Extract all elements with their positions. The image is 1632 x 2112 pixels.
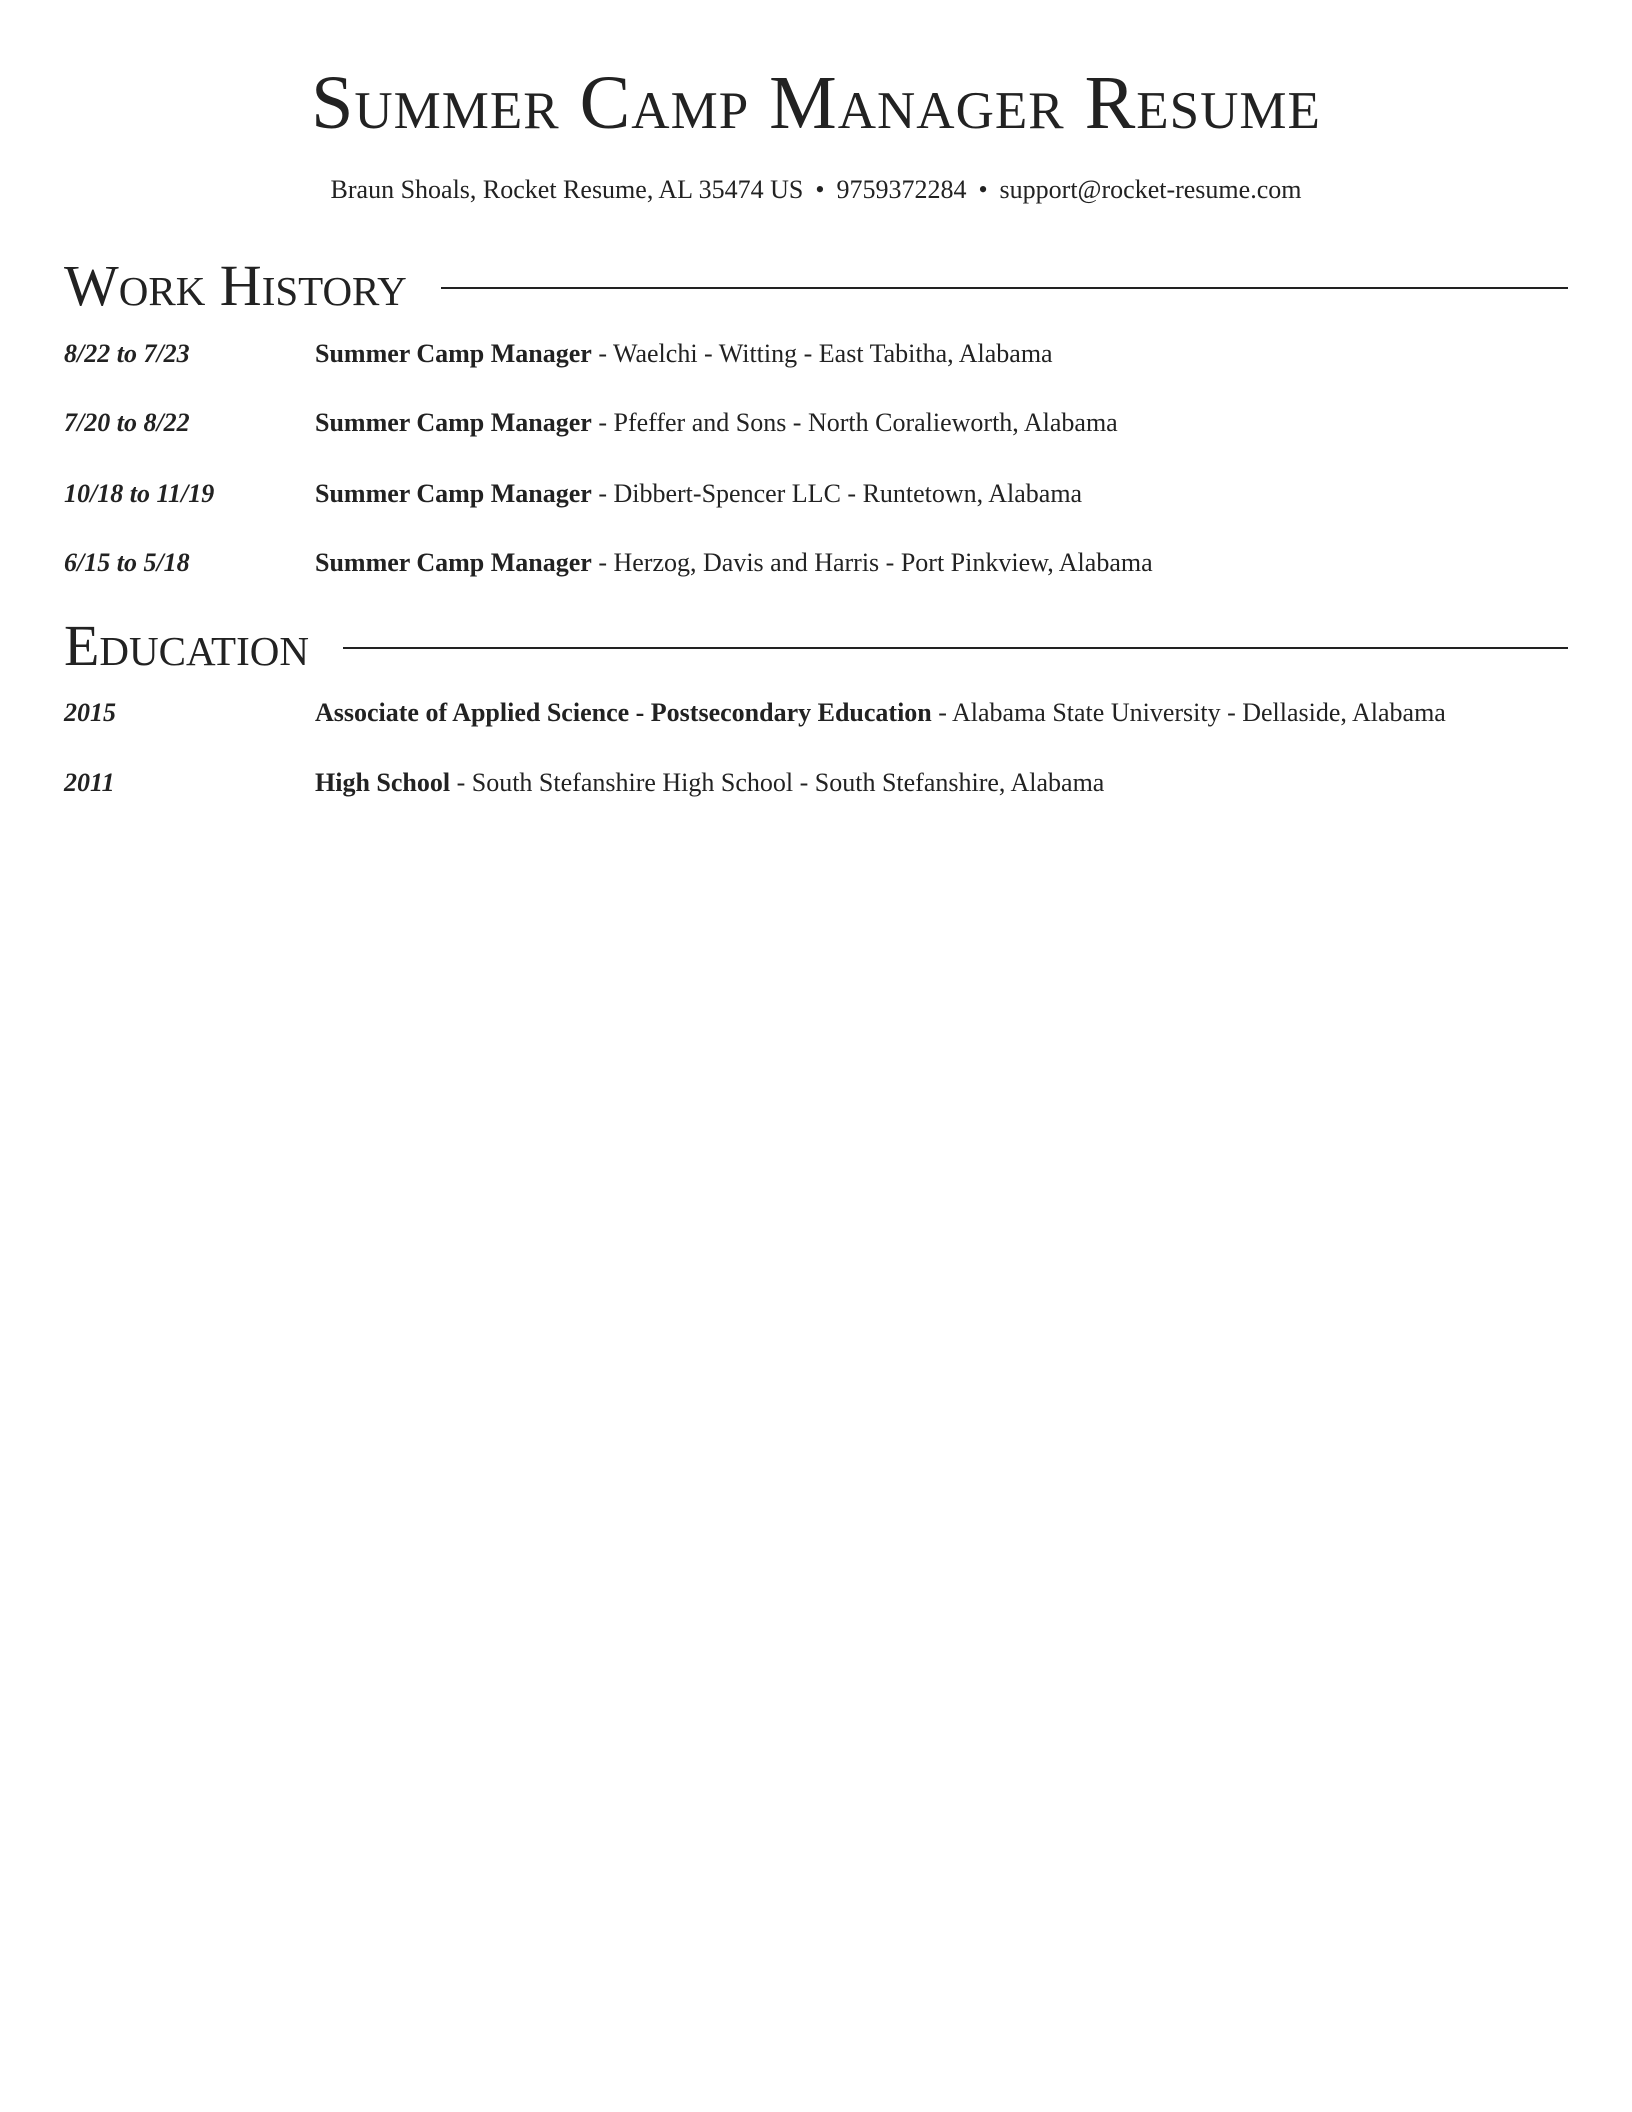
entry-role: Summer Camp Manager xyxy=(315,479,592,508)
section-title-education: Education xyxy=(64,613,309,678)
entry-degree: Associate of Applied Science - Postsecondary Education xyxy=(315,698,932,727)
entry-detail xyxy=(315,336,1053,372)
entry-employer: - Pfeffer and Sons - North Coralieworth, Alabama xyxy=(591,408,1118,437)
work-history-heading xyxy=(64,251,1568,321)
education-heading xyxy=(64,611,1568,681)
entry-role: Summer Camp Manager xyxy=(315,408,592,437)
section-title-work-history: Work History xyxy=(64,253,407,318)
entry-date: 8/22 to 7/23 xyxy=(64,339,190,368)
entry-date: 2015 xyxy=(64,698,116,727)
entry-detail xyxy=(315,765,1104,801)
entry-date: 10/18 to 11/19 xyxy=(64,479,215,508)
entry-degree: High School xyxy=(315,768,451,797)
entry-date: 7/20 to 8/22 xyxy=(64,408,190,437)
entry-school: - Alabama State University - Dellaside, Alabama xyxy=(931,698,1446,727)
contact-line xyxy=(0,172,1632,208)
contact-separator: • xyxy=(815,175,825,204)
contact-address: Braun Shoals, Rocket Resume, AL 35474 US xyxy=(330,175,804,204)
entry-date: 2011 xyxy=(64,768,115,797)
entry-employer: - Dibbert-Spencer LLC - Runtetown, Alabama xyxy=(591,479,1083,508)
section-divider xyxy=(343,647,1568,649)
entry-school: - South Stefanshire High School - South Stefanshire, Alabama xyxy=(450,768,1105,797)
contact-phone: 9759372284 xyxy=(836,175,967,204)
entry-detail xyxy=(315,695,1446,731)
entry-employer: - Waelchi - Witting - East Tabitha, Alabama xyxy=(591,339,1053,368)
entry-detail xyxy=(315,405,1118,441)
entry-detail xyxy=(315,476,1082,512)
entry-role: Summer Camp Manager xyxy=(315,339,592,368)
entry-employer: - Herzog, Davis and Harris - Port Pinkview, Alabama xyxy=(591,548,1153,577)
contact-email: support@rocket-resume.com xyxy=(999,175,1302,204)
section-divider xyxy=(441,287,1568,289)
entry-detail xyxy=(315,545,1153,581)
page-title: Summer Camp Manager Resume xyxy=(311,61,1321,145)
entry-date: 6/15 to 5/18 xyxy=(64,548,190,577)
entry-role: Summer Camp Manager xyxy=(315,548,592,577)
contact-separator: • xyxy=(978,175,988,204)
